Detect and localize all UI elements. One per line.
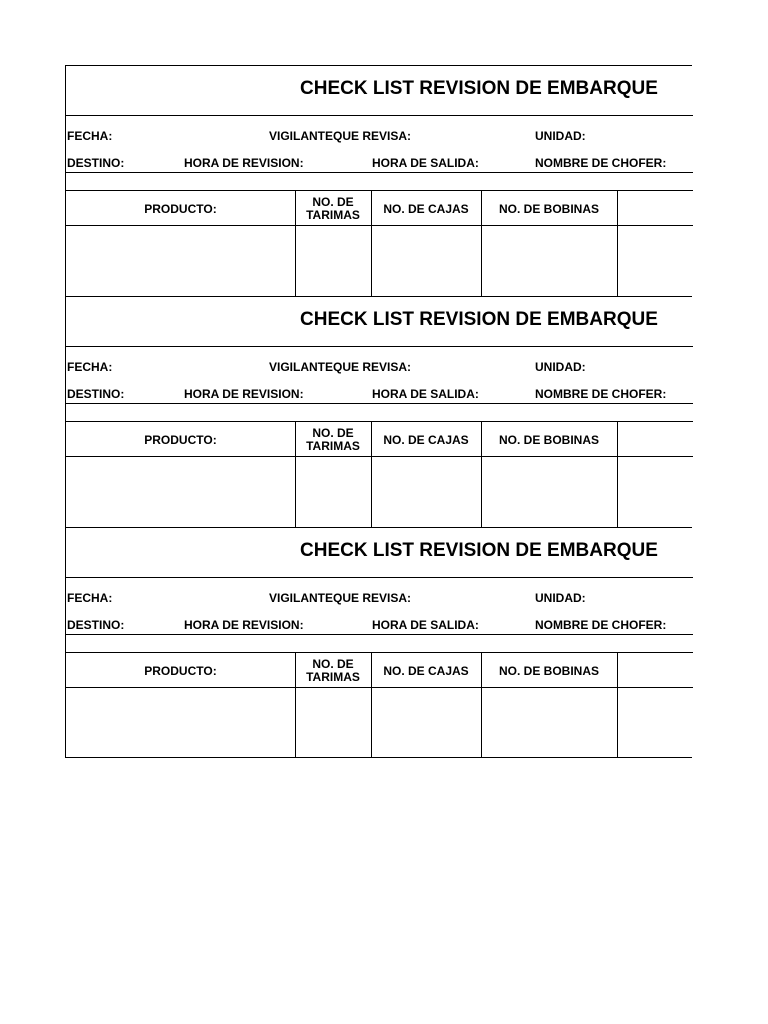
col-producto: PRODUCTO: bbox=[144, 663, 217, 678]
checklist-block bbox=[65, 527, 692, 758]
fecha-label: FECHA: bbox=[67, 591, 113, 605]
vigilante-label: VIGILANTEQUE REVISA: bbox=[269, 360, 412, 374]
col-tarimas: NO. DE TARIMAS bbox=[306, 195, 360, 222]
hora-revision-label: HORA DE REVISION: bbox=[184, 618, 304, 632]
checklist-title-row bbox=[66, 528, 693, 578]
fecha-label: FECHA: bbox=[67, 360, 113, 374]
column-divider bbox=[481, 190, 482, 297]
table-header bbox=[66, 190, 693, 226]
unidad-label: UNIDAD: bbox=[535, 591, 586, 605]
column-divider bbox=[295, 652, 296, 758]
checklist-title: CHECK LIST REVISION DE EMBARQUE bbox=[300, 309, 658, 330]
checklist-title: CHECK LIST REVISION DE EMBARQUE bbox=[300, 78, 658, 99]
table-header bbox=[66, 652, 693, 688]
chofer-label: NOMBRE DE CHOFER: bbox=[535, 156, 667, 170]
column-divider bbox=[481, 421, 482, 528]
checklist-title-row bbox=[66, 297, 693, 347]
checklist-block bbox=[65, 296, 692, 527]
vigilante-label: VIGILANTEQUE REVISA: bbox=[269, 129, 412, 143]
destino-label: DESTINO: bbox=[67, 387, 125, 401]
unidad-label: UNIDAD: bbox=[535, 129, 586, 143]
column-divider bbox=[481, 652, 482, 758]
hora-salida-label: HORA DE SALIDA: bbox=[372, 387, 479, 401]
destino-label: DESTINO: bbox=[67, 618, 125, 632]
col-cajas: NO. DE CAJAS bbox=[383, 432, 469, 447]
col-producto: PRODUCTO: bbox=[144, 432, 217, 447]
chofer-label: NOMBRE DE CHOFER: bbox=[535, 387, 667, 401]
column-divider bbox=[295, 190, 296, 297]
column-divider bbox=[371, 421, 372, 528]
column-divider bbox=[617, 190, 618, 297]
col-bobinas: NO. DE BOBINAS bbox=[498, 201, 599, 216]
col-tarimas: NO. DE TARIMAS bbox=[306, 426, 360, 453]
col-bobinas: NO. DE BOBINAS bbox=[498, 432, 599, 447]
destino-label: DESTINO: bbox=[67, 156, 125, 170]
row-divider bbox=[66, 172, 693, 173]
checklist-title: CHECK LIST REVISION DE EMBARQUE bbox=[300, 540, 658, 561]
fecha-label: FECHA: bbox=[67, 129, 113, 143]
unidad-label: UNIDAD: bbox=[535, 360, 586, 374]
column-divider bbox=[371, 190, 372, 297]
checklist-title-row bbox=[66, 66, 693, 116]
col-tarimas: NO. DE TARIMAS bbox=[306, 657, 360, 684]
vigilante-label: VIGILANTEQUE REVISA: bbox=[269, 591, 412, 605]
col-cajas: NO. DE CAJAS bbox=[383, 663, 469, 678]
col-cajas: NO. DE CAJAS bbox=[383, 201, 469, 216]
table-header bbox=[66, 421, 693, 457]
hora-revision-label: HORA DE REVISION: bbox=[184, 156, 304, 170]
checklist-block bbox=[65, 65, 692, 296]
hora-salida-label: HORA DE SALIDA: bbox=[372, 156, 479, 170]
col-producto: PRODUCTO: bbox=[144, 201, 217, 216]
hora-salida-label: HORA DE SALIDA: bbox=[372, 618, 479, 632]
column-divider bbox=[295, 421, 296, 528]
hora-revision-label: HORA DE REVISION: bbox=[184, 387, 304, 401]
chofer-label: NOMBRE DE CHOFER: bbox=[535, 618, 667, 632]
column-divider bbox=[617, 652, 618, 758]
row-divider bbox=[66, 403, 693, 404]
row-divider bbox=[66, 634, 693, 635]
column-divider bbox=[371, 652, 372, 758]
col-bobinas: NO. DE BOBINAS bbox=[498, 663, 599, 678]
column-divider bbox=[617, 421, 618, 528]
checklist-sheet bbox=[65, 65, 692, 758]
